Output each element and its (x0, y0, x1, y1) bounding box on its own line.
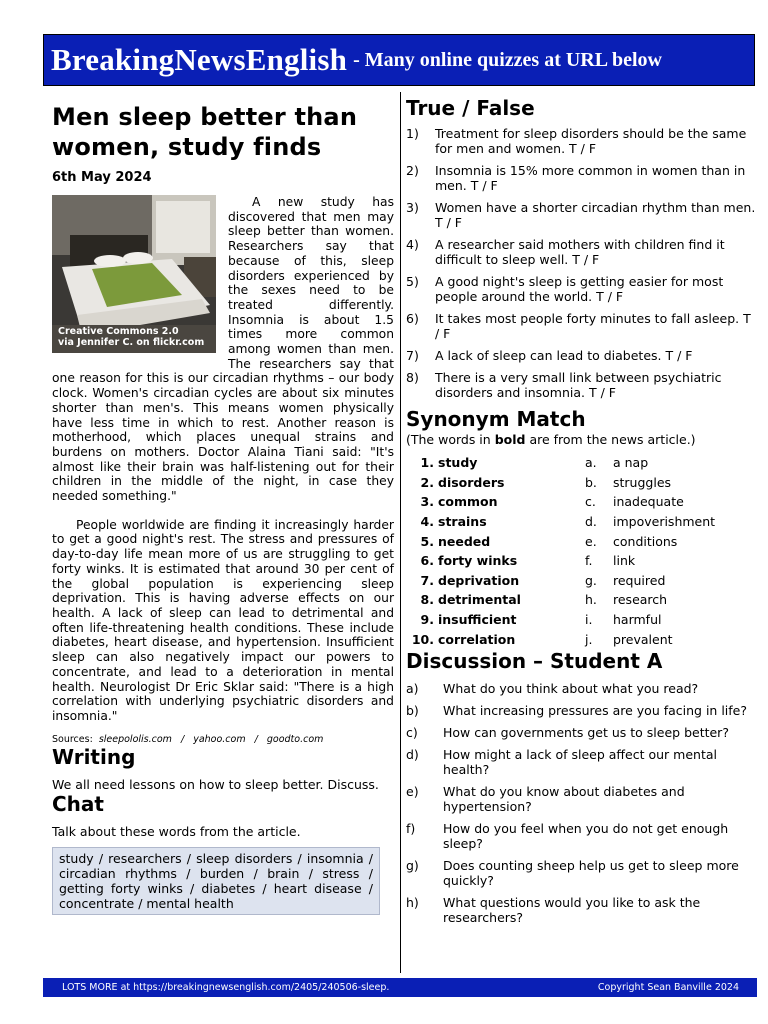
article-date: 6th May 2024 (52, 170, 152, 185)
right-column (406, 96, 758, 932)
left-column (52, 96, 394, 915)
chat-heading: Chat (52, 791, 104, 816)
column-divider (400, 92, 401, 973)
article-paragraph-1: A new study has discovered that men may sleep better than women. Researchers say that because of this, sleep disorders experienced by the sexes need to be treated differently. Insomnia is about 1.5 times more common among women than men. The researchers say that one reason for this is our circadian rhythms – our body clock. Women's circadian cycles are about six minutes shorter than men's. This means women physically have less time in which to rest. Another reason is motherhood, which places unequal strains and burdens on mothers. Doctor Alaina Tiani said: "It's almost like their brain was half-listening out for their children in the middle of the night, in case they needed something." (52, 195, 394, 504)
list-item: 2) Insomnia is 15% more common in women than in men. T / F (406, 163, 746, 193)
writing-heading: Writing (52, 744, 136, 769)
table-row: 8. detrimental h. research (420, 592, 668, 608)
true-false-heading: True / False (406, 96, 535, 120)
page-footer (43, 978, 757, 997)
table-row: 4. strains d. impoverishment (420, 514, 716, 530)
discussion-heading: Discussion – Student A (406, 648, 663, 673)
list-item: a) What do you think about what you read? (406, 680, 699, 696)
source-link[interactable]: sleepololis.com (98, 733, 172, 745)
chat-intro: Talk about these words from the article. (52, 823, 301, 839)
chat-word-box: study / researchers / sleep disorders / insomnia / circadian rhythms / burden / brain / stress / getting forty winks / diabetes / heart disease / concentrate / mental health (52, 847, 380, 915)
article-photo (52, 195, 216, 353)
table-row: 6. forty winks f. link (420, 553, 636, 569)
list-item: f) How do you feel when you do not get enough sleep? (406, 820, 729, 851)
article-paragraph-2: People worldwide are finding it increasingly harder to get a good night's rest. The stress and pressures of day-to-day life mean more of us are struggling to get forty winks. It is estimated that around 30 per cent of the global population is experiencing sleep deprivation. This is having adverse effects on our health. A lack of sleep can lead to detrimental and often life-threatening health conditions. These include diabetes, heart disease, and hypertension. Insufficient sleep can also negatively impact our powers to concentrate, and lead to a deterioration in mental health. Neurologist Dr Eric Sklar said: "There is a high correlation with underlying psychiatric disorders and insomnia." (52, 517, 394, 723)
list-item: h) What questions would you like to ask the researchers? (406, 894, 701, 925)
source-link[interactable]: yahoo.com (193, 733, 246, 745)
synonym-subtitle: (The words in bold are from the news article.) (406, 432, 696, 447)
site-tagline: - Many online quizzes at URL below (353, 48, 662, 71)
site-brand: BreakingNewsEnglish (51, 42, 348, 77)
list-item: 7) A lack of sleep can lead to diabetes. T / F (406, 348, 693, 363)
list-item: e) What do you know about diabetes and hypertension? (406, 783, 685, 814)
table-row: 3. common c. inadequate (420, 494, 684, 510)
table-row: 2. disorders b. struggles (420, 474, 672, 490)
table-row: 7. deprivation g. required (420, 572, 666, 588)
list-item: 1) Treatment for sleep disorders should be the same for men and women. T / F (406, 126, 747, 156)
list-item: b) What increasing pressures are you facing in life? (406, 702, 747, 718)
list-item: 3) Women have a shorter circadian rhythm than men. T / F (406, 200, 756, 230)
article-title: Men sleep better than women, study finds (52, 103, 358, 161)
writing-text: We all need lessons on how to sleep better. Discuss. (52, 776, 379, 792)
synonym-heading: Synonym Match (406, 407, 586, 431)
true-false-list (406, 126, 758, 400)
table-row: 9. insufficient i. harmful (420, 612, 662, 628)
photo-credit: Creative Commons 2.0 via Jennifer C. on flickr.com (58, 326, 205, 348)
footer-copyright: Copyright Sean Banville 2024 (597, 982, 739, 993)
list-item: d) How might a lack of sleep affect our mental health? (406, 746, 717, 777)
site-banner (43, 34, 755, 86)
list-item: 6) It takes most people forty minutes to fall asleep. T / F (406, 311, 751, 341)
article-sources: Sources: sleepololis.com / yahoo.com / goodto.com (52, 733, 324, 745)
list-item: 4) A researcher said mothers with children find it difficult to sleep well. T / F (406, 237, 725, 267)
footer-link[interactable]: LOTS MORE at https://breakingnewsenglish.com/2405/240506-sleep. (62, 982, 390, 993)
discussion-list (406, 681, 756, 925)
table-row: 10. correlation j. prevalent (411, 631, 673, 647)
list-item: 5) A good night's sleep is getting easier for most people around the world. T / F (406, 274, 724, 304)
list-item: g) Does counting sheep help us get to sleep more quickly? (406, 857, 739, 888)
article-body (52, 195, 394, 724)
table-row: 5. needed e. conditions (420, 533, 678, 549)
table-row: 1. study a. a nap (420, 455, 649, 471)
source-link[interactable]: goodto.com (266, 733, 324, 745)
synonym-table (406, 453, 715, 649)
list-item: 8) There is a very small link between psychiatric disorders and insomnia. T / F (406, 370, 722, 400)
list-item: c) How can governments get us to sleep better? (406, 724, 729, 740)
